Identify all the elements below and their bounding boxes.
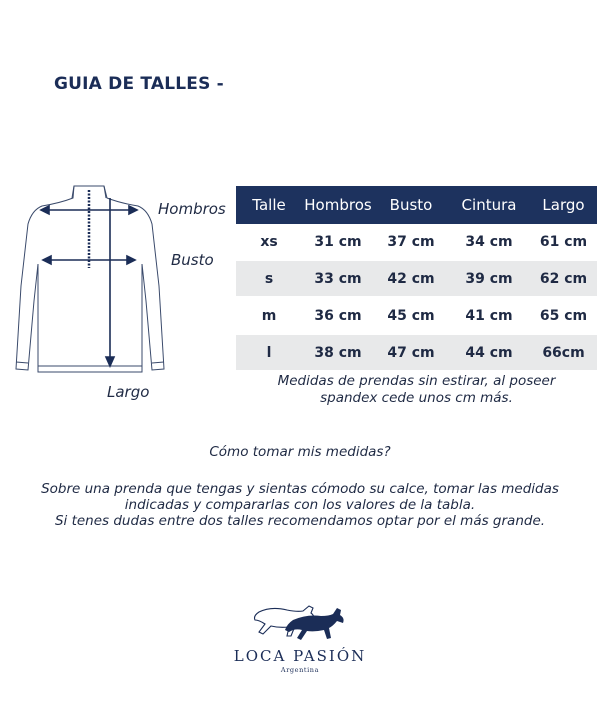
cell-shoulders: 31 cm <box>314 233 362 250</box>
cell-length: 61 cm <box>539 233 588 250</box>
howto-line: indicadas y compararlas con los valores de la tabla. <box>124 497 476 513</box>
cell-size: l <box>236 335 302 370</box>
howto-line: Sobre una prenda que tengas y sientas cómodo su calce, tomar las medidas <box>41 481 559 497</box>
cell-shoulders: 33 cm <box>302 261 374 296</box>
cell-waist: 34 cm <box>465 233 513 250</box>
header-shoulders: Hombros <box>302 186 374 224</box>
cell-bust: 45 cm <box>387 307 435 324</box>
cell-length: 66cm <box>530 335 597 370</box>
cell-size: s <box>236 261 302 296</box>
cell-waist: 39 cm <box>448 261 530 296</box>
length-label: Largo <box>107 383 150 401</box>
header-size: Talle <box>236 186 302 224</box>
cell-size: xs <box>260 233 278 250</box>
table-note-line: Medidas de prendas sin estirar, al poseer <box>277 373 556 389</box>
size-table <box>236 186 597 370</box>
table-row <box>236 261 597 296</box>
page-title: GUIA DE TALLES - <box>54 74 224 94</box>
table-note <box>236 373 597 407</box>
howto-text <box>20 481 580 529</box>
howto-line: Si tenes dudas entre dos talles recomendamos optar por el más grande. <box>54 513 546 529</box>
bust-label: Busto <box>171 251 214 269</box>
header-length: Largo <box>530 186 597 224</box>
horses-logo-icon <box>249 602 351 644</box>
brand-tagline: Argentina <box>280 666 320 674</box>
cell-size: m <box>261 307 277 324</box>
cell-bust: 42 cm <box>374 261 448 296</box>
cell-waist: 44 cm <box>448 335 530 370</box>
table-row <box>236 224 597 259</box>
cell-bust: 47 cm <box>374 335 448 370</box>
cell-waist: 41 cm <box>465 307 513 324</box>
cell-bust: 37 cm <box>387 233 435 250</box>
brand-name: LOCA PASIÓN <box>233 647 367 665</box>
table-header-row <box>236 186 597 224</box>
cell-length: 62 cm <box>530 261 597 296</box>
shoulders-label: Hombros <box>158 200 226 218</box>
table-row <box>236 298 597 333</box>
header-waist: Cintura <box>448 186 530 224</box>
cell-length: 65 cm <box>539 307 588 324</box>
table-row <box>236 335 597 370</box>
cell-shoulders: 38 cm <box>302 335 374 370</box>
cell-shoulders: 36 cm <box>314 307 362 324</box>
shirt-outline <box>16 186 164 372</box>
howto-title: Cómo tomar mis medidas? <box>209 444 391 460</box>
table-note-line: spandex cede unos cm más. <box>320 390 513 406</box>
header-bust: Busto <box>374 186 448 224</box>
